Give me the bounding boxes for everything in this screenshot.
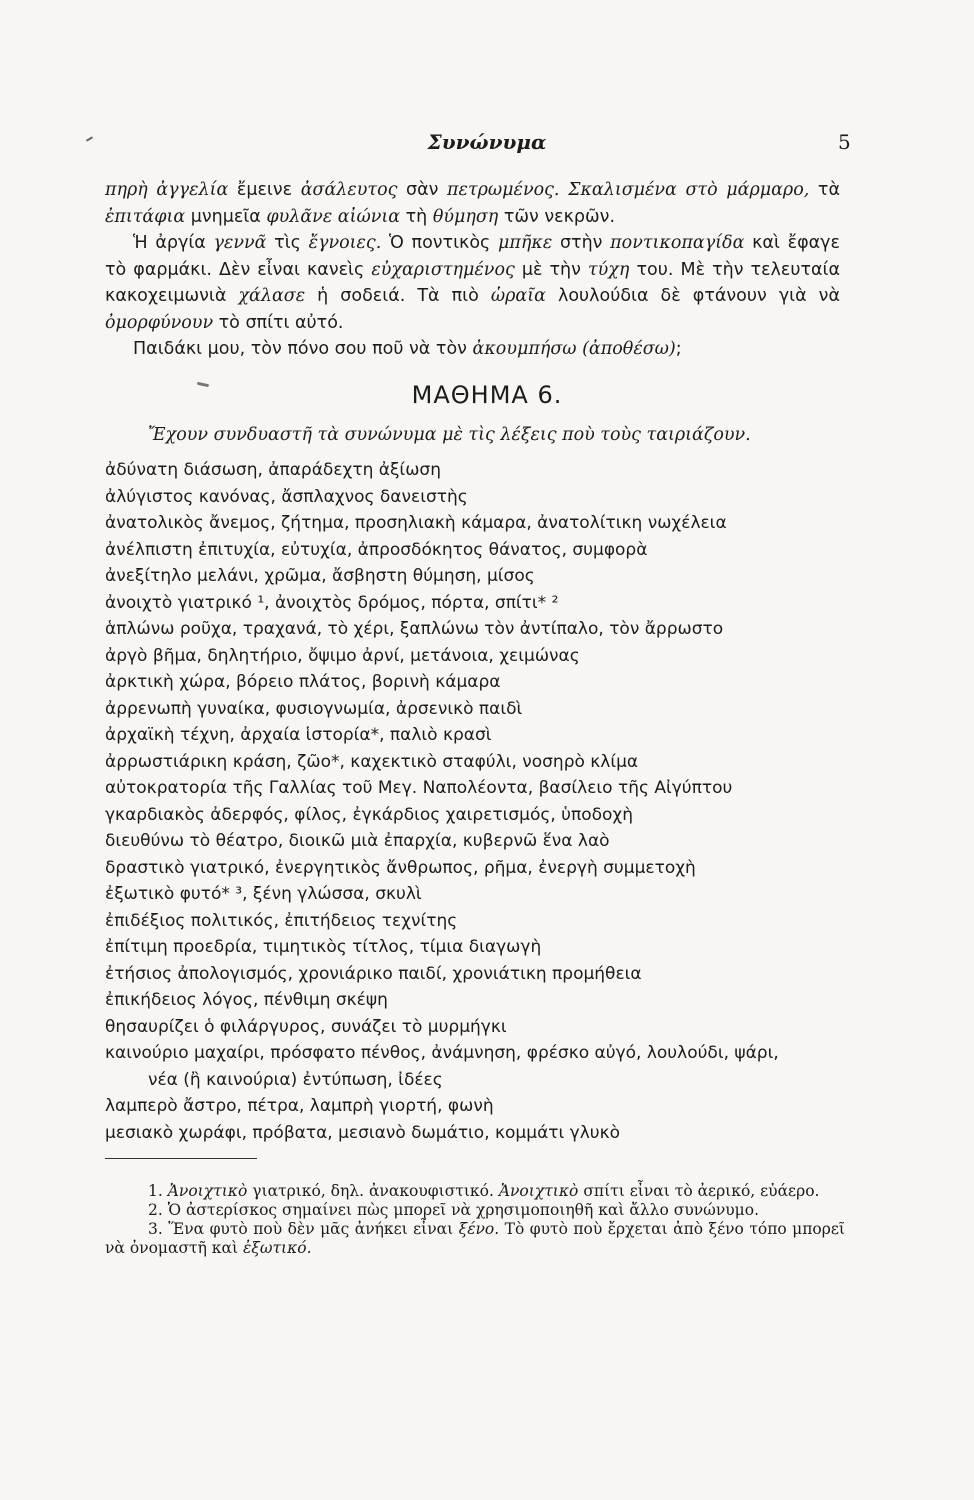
text-span: 1.	[148, 1182, 168, 1200]
text-span: φυλᾶνε αἰώνια	[266, 206, 401, 227]
text-span: τὸ σπίτι αὐτό.	[213, 312, 344, 333]
text-span: στὴν	[552, 233, 611, 253]
footnote-3	[105, 1220, 845, 1258]
list-item: ἀνεξίτηλο μελάνι, χρῶμα, ἄσβηστη θύμηση, μίσος	[105, 566, 535, 586]
list-item: ἀδύνατη διάσωση, ἀπαράδεχτη ἀξίωση	[105, 460, 441, 480]
text-span: ἡ σοδειά. Τὰ πιὸ	[305, 286, 491, 306]
text-span: εὐχαριστημένος	[371, 259, 515, 280]
text-span: Τὸ φυτὸ ποὺ ἔρχεται ἀπὸ ξένο τόπο μπορεῖ νὰ ὀνομαστῆ καὶ	[105, 1220, 845, 1257]
list-item: ἀρκτικὴ χώρα, βόρειο πλάτος, βορινὴ κάμαρα	[105, 672, 501, 692]
list-item: ἀνοιχτὸ γιατρικό ¹, ἀνοιχτὸς δρόμος, πόρτα, σπίτι* ²	[105, 592, 559, 613]
list-item: γκαρδιακὸς ἀδερφός, φίλος, ἐγκάρδιος χαιρετισμός, ὑποδοχὴ	[105, 804, 634, 825]
text-span: Ὁ ποντικὸς	[381, 233, 499, 253]
text-span: χάλασε	[238, 286, 306, 306]
lesson-instruction: Ἔχουν συνδυαστῆ τὰ συνώνυμα μὲ τὶς λέξεις ποὺ τοὺς ταιριάζουν.	[148, 425, 751, 445]
footnote-1	[105, 1182, 845, 1201]
text-span: ποντικοπαγίδα	[610, 233, 745, 253]
intro-paragraph-3	[105, 336, 840, 363]
list-item: αὐτοκρατορία τῆς Γαλλίας τοῦ Μεγ. Ναπολέοντα, βασίλειο τῆς Αἰγύπτου	[105, 778, 733, 798]
text-span: του. Μὲ τὴν τελευταία κακοχειμωνιὰ	[105, 259, 841, 306]
list-item: δραστικὸ γιατρικό, ἐνεργητικὸς ἄνθρωπος, ρῆμα, ἐνεργὴ συμμετοχὴ	[105, 857, 696, 878]
text-span: πηρὴ ἀγγελία	[105, 180, 229, 200]
text-span: τύχη	[587, 259, 630, 280]
footnote-divider	[105, 1158, 257, 1159]
text-span: ξένο.	[458, 1220, 500, 1238]
intro-text	[105, 177, 840, 363]
list-item: καινούριο μαχαίρι, πρόσφατο πένθος, ἀνάμνηση, φρέσκο αὐγό, λουλούδι, ψάρι,	[105, 1043, 779, 1063]
text-span: γεννᾶ	[213, 233, 267, 253]
lesson-heading: ΜΑΘΗΜΑ 6.	[411, 381, 563, 409]
list-item: μεσιακὸ χωράφι, πρόβατα, μεσιανὸ δωμάτιο, κομμάτι γλυκὸ	[105, 1122, 621, 1143]
list-item: θησαυρίζει ὁ φιλάργυρος, συνάζει τὸ μυρμήγκι	[105, 1016, 507, 1037]
list-item: ἀρχαϊκὴ τέχνη, ἀρχαία ἱστορία*, παλιὸ κρασὶ	[105, 725, 492, 745]
text-span: ἀκουμπήσω (ἀποθέσω)	[472, 339, 676, 359]
text-span: μὲ τὴν	[514, 259, 588, 280]
text-span: πετρωμένος. Σκαλισμένα στὸ μάρμαρο,	[447, 180, 810, 200]
text-span: ἀσάλευτος	[300, 180, 398, 200]
text-span: ἐπιτάφια	[105, 206, 186, 227]
text-span: Ἀνοιχτικὸ	[167, 1182, 248, 1200]
text-span: Παιδάκι μου, τὸν πόνο σου ποῦ νὰ τὸν	[133, 339, 473, 359]
text-span: θύμηση	[432, 206, 499, 227]
text-span: Ἡ ἀργία	[133, 233, 214, 253]
list-item: ἀνέλπιστη ἐπιτυχία, εὐτυχία, ἀπροσδόκητος θάνατος, συμφορὰ	[105, 539, 648, 560]
list-item: ἀνατολικὸς ἄνεμος, ζήτημα, προσηλιακὴ κάμαρα, ἀνατολίτικη νωχέλεια	[105, 513, 727, 533]
list-item: ἀρρωστιάρικη κράση, ζῶο*, καχεκτικὸ σταφύλι, νοσηρὸ κλίμα	[105, 751, 639, 772]
text-span: τὰ	[809, 180, 840, 200]
list-item: ἐτήσιος ἀπολογισμός, χρονιάρικο παιδί, χρονιάτικη προμήθεια	[105, 963, 642, 984]
text-span: ;	[675, 339, 682, 359]
list-item: ἐξωτικὸ φυτό* ³, ξένη γλώσσα, σκυλὶ	[105, 884, 422, 904]
text-span: ἐξωτικό.	[242, 1239, 312, 1257]
list-item: ἀργὸ βῆμα, δηλητήριο, ὄψιμο ἀρνί, μετάνοια, χειμώνας	[105, 645, 580, 666]
text-span: σπίτι εἶναι τὸ ἀερικό, εὐάερο.	[578, 1182, 820, 1200]
text-span: ἔγνοιες.	[308, 233, 382, 253]
list-item: ἁπλώνω ροῦχα, τραχανά, τὸ χέρι, ξαπλώνω τὸν ἀντίπαλο, τὸν ἄρρωστο	[105, 619, 724, 639]
footnotes	[105, 1182, 845, 1258]
text-span: ἔμεινε	[228, 180, 301, 200]
text-span: ὀμορφύνουν	[105, 312, 214, 333]
text-span: ὡραῖα	[490, 286, 546, 306]
text-span: τὴ	[400, 206, 433, 227]
text-span: λουλούδια δὲ φτάνουν γιὰ νὰ	[545, 286, 840, 306]
running-header-title: Συνώνυμα	[427, 130, 547, 154]
text-span: Ἀνοιχτικὸ	[498, 1182, 579, 1200]
list-item-continuation: νέα (ἢ καινούρια) ἐντύπωση, ἰδέες	[148, 1069, 443, 1090]
text-span: καὶ ἔφαγε τὸ φαρμάκι. Δὲν εἶναι κανεὶς	[105, 233, 840, 280]
synonym-word-list	[105, 457, 845, 1146]
text-span: τὶς	[266, 233, 309, 253]
text-span: σὰν	[397, 180, 448, 200]
list-item: ἐπιδέξιος πολιτικός, ἐπιτήδειος τεχνίτης	[105, 910, 458, 931]
list-item: διευθύνω τὸ θέατρο, διοικῶ μιὰ ἐπαρχία, κυβερνῶ ἕνα λαὸ	[105, 831, 610, 851]
list-item: λαμπερὸ ἄστρο, πέτρα, λαμπρὴ γιορτή, φωνὴ	[105, 1096, 494, 1116]
text-span: τῶν νεκρῶν.	[498, 206, 616, 227]
text-span: γιατρικό, δηλ. ἀνακουφιστικό.	[247, 1182, 499, 1200]
text-span: μνημεῖα	[185, 206, 267, 227]
list-item: ἐπίτιμη προεδρία, τιμητικὸς τίτλος, τίμια διαγωγὴ	[105, 937, 542, 957]
intro-paragraph-1	[105, 177, 840, 230]
text-span: μπῆκε	[498, 233, 553, 253]
list-item: ἀλύγιστος κανόνας, ἄσπλαχνος δανειστὴς	[105, 486, 468, 507]
text-span: 3. Ἕνα φυτὸ ποὺ δὲν μᾶς ἀνήκει εἶναι	[148, 1220, 459, 1238]
footnote-2: 2. Ὁ ἀστερίσκος σημαίνει πὼς μπορεῖ νὰ χρησιμοποιηθῆ καὶ ἄλλο συνώνυμο.	[148, 1201, 760, 1219]
list-item: ἐπικήδειος λόγος, πένθιμη σκέψη	[105, 990, 388, 1010]
page-number: 5	[838, 130, 851, 154]
list-item: ἀρρενωπὴ γυναίκα, φυσιογνωμία, ἀρσενικὸ παιδὶ	[105, 698, 523, 719]
intro-paragraph-2	[105, 230, 840, 336]
